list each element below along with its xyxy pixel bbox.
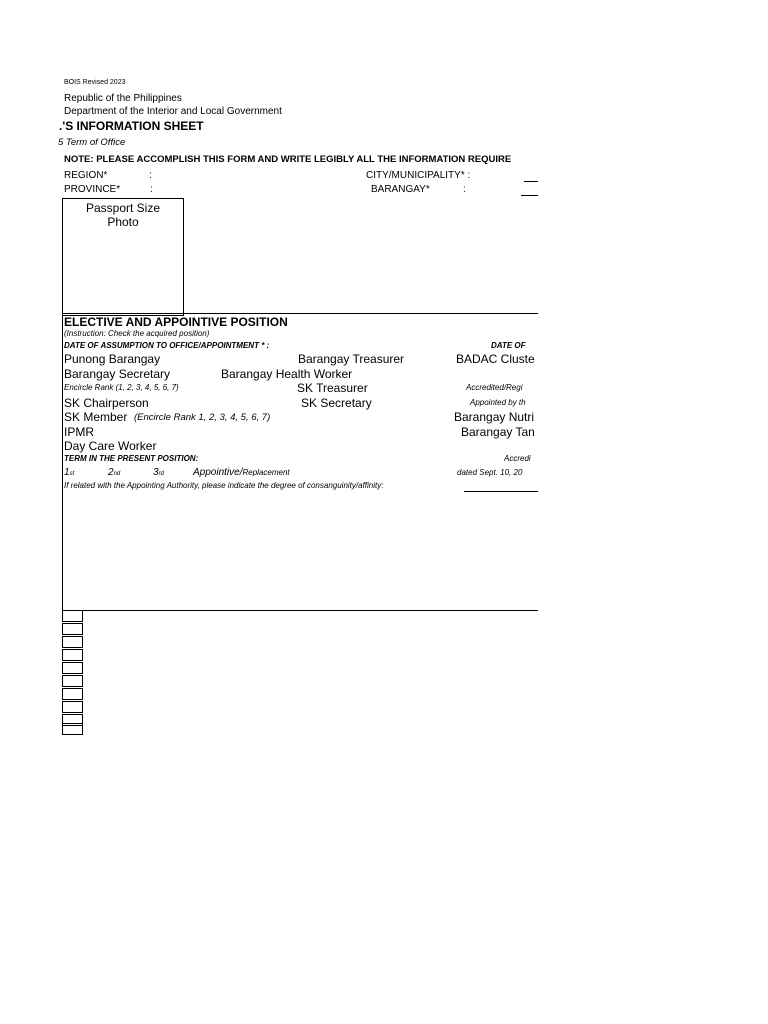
city-field[interactable] xyxy=(524,181,538,182)
term-present-label: TERM IN THE PRESENT POSITION: xyxy=(64,454,199,463)
encircle-rank-label: Encircle Rank (1, 2, 3, 4, 5, 6, 7) xyxy=(64,383,179,392)
grid-cell[interactable] xyxy=(62,723,83,735)
region-label: REGION* xyxy=(64,170,108,181)
department-label: Department of the Interior and Local Government xyxy=(64,106,282,117)
term-option-appointive[interactable]: Appointive/Replacement xyxy=(193,467,290,478)
barangay-field[interactable] xyxy=(521,195,538,196)
position-punong-barangay[interactable]: Punong Barangay xyxy=(64,352,161,366)
accredited-registered-label: Accredited/Regi xyxy=(466,383,523,392)
section-divider xyxy=(62,313,538,314)
barangay-colon: : xyxy=(463,184,466,195)
term-option-3rd[interactable]: 3rd xyxy=(153,467,164,478)
region-colon: : xyxy=(149,170,152,181)
section-left-border xyxy=(62,313,63,611)
sheet-title: .'S INFORMATION SHEET xyxy=(59,119,204,133)
consanguinity-field[interactable] xyxy=(464,491,538,492)
province-colon: : xyxy=(150,184,153,195)
form-note: NOTE: PLEASE ACCOMPLISH THIS FORM AND WRITE LEGIBLY ALL THE INFORMATION REQUIRE xyxy=(64,154,512,165)
position-sk-secretary[interactable]: SK Secretary xyxy=(301,396,372,410)
position-sk-chairperson[interactable]: SK Chairperson xyxy=(64,396,149,410)
photo-label-line1: Passport Size xyxy=(85,201,161,215)
grid-cell[interactable] xyxy=(62,688,83,700)
province-label: PROVINCE* xyxy=(64,184,121,195)
appointed-by-label: Appointed by th xyxy=(470,398,526,407)
position-barangay-health-worker[interactable]: Barangay Health Worker xyxy=(221,367,353,381)
position-barangay-secretary[interactable]: Barangay Secretary xyxy=(64,367,171,381)
grid-cell[interactable] xyxy=(62,649,83,661)
photo-label-line2: Photo xyxy=(107,215,139,229)
accredited-label: Accredi xyxy=(504,454,531,463)
term-of-office-label: 5 Term of Office xyxy=(58,137,126,148)
instruction-label: (Instruction: Check the acquired position) xyxy=(64,329,210,338)
grid-cell[interactable] xyxy=(62,636,83,648)
encircle-rank-member-label: (Encircle Rank 1, 2, 3, 4, 5, 6, 7) xyxy=(134,412,271,423)
position-sk-member[interactable]: SK Member xyxy=(64,410,128,424)
dated-label: dated Sept. 10, 20 xyxy=(457,468,523,477)
photo-box[interactable] xyxy=(62,198,184,316)
term-option-1st[interactable]: 1st xyxy=(64,467,75,478)
bottom-section-divider xyxy=(62,610,538,611)
grid-cell[interactable] xyxy=(62,610,83,622)
date-assumption-label: DATE OF ASSUMPTION TO OFFICE/APPOINTMENT * : xyxy=(64,341,270,350)
republic-label: Republic of the Philippines xyxy=(64,93,182,104)
position-barangay-treasurer[interactable]: Barangay Treasurer xyxy=(298,352,405,366)
section-title: ELECTIVE AND APPOINTIVE POSITION xyxy=(64,315,288,329)
barangay-label: BARANGAY* xyxy=(371,184,430,195)
position-barangay-nutrition[interactable]: Barangay Nutri xyxy=(454,410,535,424)
grid-cell[interactable] xyxy=(62,675,83,687)
position-day-care-worker[interactable]: Day Care Worker xyxy=(64,439,157,453)
position-sk-treasurer[interactable]: SK Treasurer xyxy=(297,381,368,395)
position-barangay-tanod[interactable]: Barangay Tan xyxy=(461,425,535,439)
date-right-label: DATE OF xyxy=(491,341,526,350)
position-badac-cluster[interactable]: BADAC Cluste xyxy=(456,352,535,366)
related-note-label: If related with the Appointing Authority, please indicate the degree of consanguinity/affinity: xyxy=(64,481,384,490)
grid-cell[interactable] xyxy=(62,662,83,674)
city-label: CITY/MUNICIPALITY* : xyxy=(366,170,471,181)
grid-cell[interactable] xyxy=(62,623,83,635)
revision-label: BOIS Revised 2023 xyxy=(64,79,126,86)
term-option-2nd[interactable]: 2nd xyxy=(108,467,121,478)
position-ipmr[interactable]: IPMR xyxy=(64,425,94,439)
grid-cell[interactable] xyxy=(62,701,83,713)
